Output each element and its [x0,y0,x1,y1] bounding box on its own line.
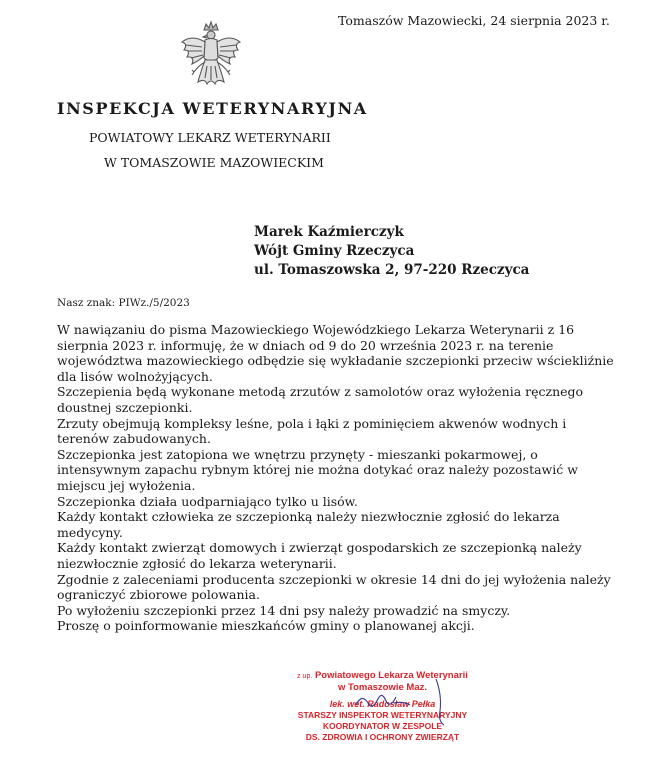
place-date: Tomaszów Mazowiecki, 24 sierpnia 2023 r. [338,13,610,28]
stamp-line-1: Powiatowego Lekarza Weterynarii [314,670,468,681]
body-paragraph: Każdy kontakt człowieka ze szczepionką należy niezwłocznie zgłosić do lekarza medycyny. [57,509,560,540]
stamp-line-2: w Tomaszowie Maz. [337,682,428,693]
addressee-block [254,223,529,280]
stamp-role-2: KOORDYNATOR W ZESPOLE [322,721,443,731]
stamp-role-1: STARSZY INSPEKTOR WETERYNARYJNY [297,710,468,720]
addressee-title: Wójt Gminy Rzeczyca [254,243,415,259]
body-paragraph: Zrzuty obejmują kompleksy leśne, pola i łąki z pominięciem akwenów wodnych i terenów zabudowanych. [57,415,567,447]
body-paragraph: Po wyłożeniu szczepionki przez 14 dni psy należy prowadzić na smyczy. [57,602,511,618]
addressee-name: Marek Kaźmierczyk [254,224,404,240]
stamp-role-3: DS. ZDROWIA I OCHRONY ZWIERZĄT [305,732,460,742]
institution-name: INSPEKCJA WETERYNARYJNA [57,99,368,118]
stamp-signer: lek. wet. Radosław Pełka [329,699,436,709]
body-paragraph: Szczepienia będą wykonane metodą zrzutów z samolotów oraz wyłożenia ręcznego doustnej szczepionki. [57,384,584,415]
body-paragraph: Każdy kontakt zwierząt domowych i zwierząt gospodarskich ze szczepionką należy niezwłocznie zgłosić do lekarza weterynarii. [57,540,582,571]
addressee-address: ul. Tomaszowska 2, 97-220 Rzeczyca [254,262,530,278]
office-line-1: POWIATOWY LEKARZ WETERYNARII [89,130,331,145]
handwritten-signature-icon [348,675,468,730]
reference-number: Nasz znak: PIWz./5/2023 [57,297,190,309]
body-paragraph: Proszę o poinformowanie mieszkańców gminy o planowanej akcji. [57,618,475,634]
polish-eagle-emblem-icon [178,20,244,92]
body-paragraph: Szczepionka działa uodparniająco tylko u lisów. [57,493,358,509]
body-paragraph: Zgodnie z zaleceniami producenta szczepionki w okresie 14 dni do jej wyłożenia należy ograniczyć zbiorowe polowania. [57,571,611,603]
body-paragraph: W nawiązaniu do pisma Mazowieckiego Wojewódzkiego Lekarza Weterynarii z 16 sierpnia 2023 r. informuję, że w dniach od 9 do 20 września 2023 r. na terenie województwa mazowieckiego odbędzie się wykładanie szczepionki przeciw wściekliźnie dla lisów wolnożyjących. [57,322,614,384]
stamp-prefix: z up. [297,673,313,680]
office-line-2: W TOMASZOWIE MAZOWIECKIM [104,155,324,170]
letter-body [57,322,617,634]
body-paragraph: Szczepionka jest zatopiona we wnętrzu przynęty - mieszanki pokarmowej, o intensywnym zapachu rybnym której nie można dotykać oraz należy pozostawić w miejscu jej wyłożenia. [57,446,578,493]
